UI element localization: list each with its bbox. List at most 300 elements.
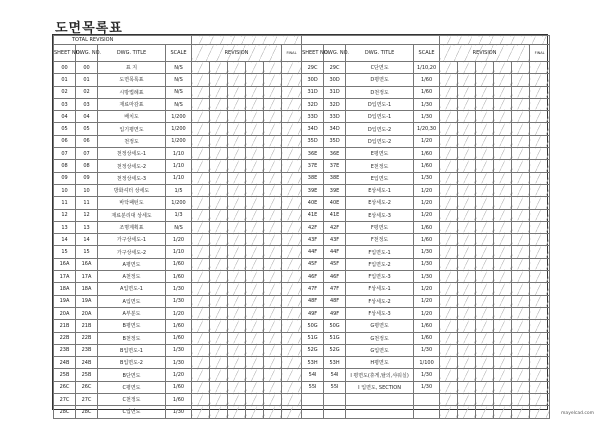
table-row — [54, 307, 550, 319]
revision-cell — [228, 283, 246, 295]
sheet-no-cell: 12 — [54, 209, 76, 221]
revision-cell — [282, 221, 302, 233]
revision-cell — [458, 148, 476, 160]
revision-cell — [494, 135, 512, 147]
revision-cell — [192, 271, 210, 283]
dwg-title-cell: A입면도-1 — [98, 283, 166, 295]
scale-cell: 1/30 — [166, 357, 192, 369]
revision-cell — [458, 62, 476, 74]
revision-cell — [192, 197, 210, 209]
revision-cell — [192, 62, 210, 74]
scale-cell: 1/30 — [414, 271, 440, 283]
revision-cell — [512, 123, 530, 135]
revision-cell — [264, 320, 282, 332]
revision-cell — [282, 320, 302, 332]
revision-cell — [530, 406, 550, 418]
dwg-title-cell: D입면도-1 — [346, 111, 414, 123]
scale-cell: 1/60 — [414, 332, 440, 344]
dwg-title-cell — [346, 406, 414, 418]
revision-cell — [530, 246, 550, 258]
scale-cell: 1/20 — [414, 295, 440, 307]
revision-cell — [228, 123, 246, 135]
revision-cell — [246, 123, 264, 135]
revision-cell — [476, 234, 494, 246]
revision-cell — [440, 86, 458, 98]
revision-cell — [264, 62, 282, 74]
sheet-no-cell: 49F — [302, 307, 324, 319]
dwg-title-cell: B천정도 — [98, 332, 166, 344]
sheet-no-cell: 22B — [54, 332, 76, 344]
scale-cell: 1/200 — [166, 111, 192, 123]
drawing-list-table — [53, 35, 550, 419]
dwg-title-cell: 가구상세도-1 — [98, 234, 166, 246]
revision-cell — [530, 369, 550, 381]
revision-cell — [264, 184, 282, 196]
revision-cell — [228, 148, 246, 160]
sheet-no-cell: 07 — [54, 148, 76, 160]
revision-cell — [530, 62, 550, 74]
table-row — [54, 246, 550, 258]
revision-cell — [264, 357, 282, 369]
revision-cell — [282, 271, 302, 283]
scale-cell: N/S — [166, 86, 192, 98]
revision-cell — [440, 111, 458, 123]
watermark: mayelcad.com — [561, 411, 594, 416]
revision-cell — [494, 369, 512, 381]
revision-cell — [246, 184, 264, 196]
revision-cell — [494, 62, 512, 74]
header-scale: SCALE — [166, 45, 192, 62]
revision-cell — [440, 307, 458, 319]
revision-cell — [228, 86, 246, 98]
scale-cell: 1/20 — [166, 369, 192, 381]
table-row — [54, 62, 550, 74]
scale-cell: 1/30 — [166, 295, 192, 307]
revision-cell — [512, 135, 530, 147]
dwg-no-cell: 01 — [76, 74, 98, 86]
revision-cell — [494, 86, 512, 98]
revision-cell — [264, 394, 282, 406]
revision-cell — [530, 320, 550, 332]
revision-cell — [228, 246, 246, 258]
dwg-no-cell: 18A — [76, 283, 98, 295]
revision-cell — [494, 160, 512, 172]
sheet-no-cell: 03 — [54, 98, 76, 110]
revision-cell — [476, 246, 494, 258]
revision-cell — [458, 258, 476, 270]
scale-cell: 1/10 — [166, 148, 192, 160]
dwg-no-cell: 15 — [76, 246, 98, 258]
revision-cell — [512, 369, 530, 381]
revision-cell — [530, 86, 550, 98]
revision-cell — [530, 258, 550, 270]
scale-cell: 1/20 — [414, 135, 440, 147]
revision-cell — [476, 197, 494, 209]
dwg-no-cell: 20A — [76, 307, 98, 319]
table-row — [54, 197, 550, 209]
dwg-no-cell: 49F — [324, 307, 346, 319]
dwg-title-cell: F상세도-2 — [346, 295, 414, 307]
dwg-title-cell: 표 지 — [98, 62, 166, 74]
revision-cell — [440, 258, 458, 270]
revision-cell — [210, 283, 228, 295]
sheet-no-cell: 01 — [54, 74, 76, 86]
revision-cell — [282, 344, 302, 356]
sheet-no-cell: 06 — [54, 135, 76, 147]
revision-cell — [494, 344, 512, 356]
scale-cell: 1/60 — [166, 320, 192, 332]
revision-cell — [192, 111, 210, 123]
revision-cell — [210, 320, 228, 332]
sheet-no-cell: 17A — [54, 271, 76, 283]
revision-cell — [264, 295, 282, 307]
scale-cell: 1/60 — [414, 320, 440, 332]
sheet-no-cell: 51G — [302, 332, 324, 344]
revision-cell — [228, 172, 246, 184]
table-row — [54, 98, 550, 110]
revision-cell — [282, 258, 302, 270]
revision-cell — [512, 184, 530, 196]
dwg-no-cell: 10 — [76, 184, 98, 196]
revision-cell — [228, 369, 246, 381]
revision-cell — [530, 394, 550, 406]
table-row — [54, 209, 550, 221]
header-dwg-title-2: DWG. TITLE — [346, 45, 414, 62]
scale-cell: 1/30 — [414, 381, 440, 393]
sheet-no-cell: 25B — [54, 369, 76, 381]
revision-cell — [228, 258, 246, 270]
table-row — [54, 221, 550, 233]
revision-cell — [512, 307, 530, 319]
dwg-no-cell: 39E — [324, 184, 346, 196]
dwg-no-cell: 31D — [324, 86, 346, 98]
revision-cell — [458, 98, 476, 110]
header-final-2: FINAL — [530, 45, 550, 62]
dwg-title-cell: D입면도-2 — [346, 135, 414, 147]
revision-cell — [228, 320, 246, 332]
revision-cell — [192, 332, 210, 344]
revision-cell — [494, 271, 512, 283]
sheet-no-cell: 37E — [302, 160, 324, 172]
revision-cell — [282, 197, 302, 209]
table-row — [54, 74, 550, 86]
revision-cell — [192, 86, 210, 98]
scale-cell — [414, 394, 440, 406]
total-revision-row — [54, 36, 550, 45]
dwg-title-cell — [346, 394, 414, 406]
revision-cell — [264, 98, 282, 110]
revision-cell — [192, 283, 210, 295]
sheet-no-cell: 13 — [54, 221, 76, 233]
revision-cell — [192, 394, 210, 406]
revision-cell — [192, 74, 210, 86]
revision-cell — [512, 357, 530, 369]
dwg-title-cell: E평면도 — [346, 148, 414, 160]
sheet-no-cell: 28C — [54, 406, 76, 418]
dwg-title-cell: 천정상세도-3 — [98, 172, 166, 184]
dwg-title-cell: B단면도 — [98, 369, 166, 381]
dwg-title-cell: 입기평면도 — [98, 123, 166, 135]
revision-cell — [282, 357, 302, 369]
revision-cell — [530, 160, 550, 172]
table-row — [54, 332, 550, 344]
revision-cell — [512, 209, 530, 221]
scale-cell: 1/30 — [414, 98, 440, 110]
header-dwg-title: DWG. TITLE — [98, 45, 166, 62]
sheet-no-cell: 47F — [302, 283, 324, 295]
revision-cell — [476, 357, 494, 369]
revision-cell — [264, 283, 282, 295]
revision-cell — [210, 246, 228, 258]
sheet-no-cell: 24B — [54, 357, 76, 369]
revision-cell — [512, 295, 530, 307]
revision-cell — [210, 406, 228, 418]
revision-cell — [440, 234, 458, 246]
revision-cell — [458, 123, 476, 135]
revision-cell — [530, 197, 550, 209]
table-row — [54, 184, 550, 196]
revision-cell — [440, 332, 458, 344]
sheet-no-cell: 30D — [302, 74, 324, 86]
sheet-no-cell: 09 — [54, 172, 76, 184]
dwg-title-cell: A부분도 — [98, 307, 166, 319]
revision-cell — [228, 344, 246, 356]
scale-cell: 1/60 — [414, 148, 440, 160]
revision-cell — [458, 295, 476, 307]
dwg-title-cell: 재료마감표 — [98, 98, 166, 110]
revision-cell — [192, 148, 210, 160]
dwg-no-cell: 34D — [324, 123, 346, 135]
scale-cell: 1/60 — [414, 74, 440, 86]
revision-cell — [476, 344, 494, 356]
dwg-title-cell: 도면목록표 — [98, 74, 166, 86]
revision-cell — [282, 98, 302, 110]
revision-cell — [476, 86, 494, 98]
revision-cell — [192, 234, 210, 246]
revision-cell — [494, 74, 512, 86]
revision-cell — [246, 246, 264, 258]
revision-cell — [476, 394, 494, 406]
revision-cell — [210, 62, 228, 74]
dwg-no-cell: 48F — [324, 295, 346, 307]
dwg-no-cell: 51G — [324, 332, 346, 344]
revision-cell — [458, 307, 476, 319]
revision-cell — [530, 221, 550, 233]
sheet-no-cell: 16A — [54, 258, 76, 270]
dwg-no-cell: 06 — [76, 135, 98, 147]
revision-cell — [530, 381, 550, 393]
sheet-no-cell: 05 — [54, 123, 76, 135]
revision-cell — [494, 295, 512, 307]
revision-cell — [210, 221, 228, 233]
revision-cell — [264, 86, 282, 98]
revision-cell — [530, 184, 550, 196]
revision-cell — [246, 394, 264, 406]
dwg-no-cell: 26C — [76, 381, 98, 393]
revision-cell — [458, 320, 476, 332]
table-row — [54, 283, 550, 295]
dwg-title-cell: B평면도 — [98, 320, 166, 332]
scale-cell: 1/60 — [414, 221, 440, 233]
revision-cell — [440, 283, 458, 295]
dwg-title-cell: H평면도 — [346, 357, 414, 369]
revision-cell — [494, 123, 512, 135]
revision-cell — [192, 344, 210, 356]
revision-cell — [476, 295, 494, 307]
revision-cell — [246, 234, 264, 246]
dwg-title-cell: G입면도 — [346, 344, 414, 356]
dwg-no-cell: 32D — [324, 98, 346, 110]
revision-cell — [228, 221, 246, 233]
revision-cell — [192, 135, 210, 147]
revision-cell — [228, 406, 246, 418]
revision-cell — [512, 197, 530, 209]
sheet-no-cell: 14 — [54, 234, 76, 246]
revision-cell — [210, 148, 228, 160]
revision-cell — [246, 332, 264, 344]
dwg-no-cell: 23B — [76, 344, 98, 356]
scale-cell: 1/60 — [166, 258, 192, 270]
revision-cell — [458, 160, 476, 172]
revision-cell — [264, 111, 282, 123]
revision-cell — [228, 62, 246, 74]
dwg-title-cell: G천정도 — [346, 332, 414, 344]
sheet-no-cell: 04 — [54, 111, 76, 123]
table-row — [54, 86, 550, 98]
header-revision-2: REVISION — [440, 45, 530, 62]
dwg-no-cell: 04 — [76, 111, 98, 123]
revision-cell — [476, 184, 494, 196]
table-row — [54, 295, 550, 307]
revision-cell — [228, 307, 246, 319]
revision-cell — [458, 332, 476, 344]
revision-cell — [282, 332, 302, 344]
revision-cell — [210, 357, 228, 369]
table-row — [54, 135, 550, 147]
revision-cell — [264, 332, 282, 344]
dwg-title-cell: C평면도 — [98, 381, 166, 393]
revision-cell — [228, 381, 246, 393]
header-dwg-no: DWG. NO. — [76, 45, 98, 62]
revision-cell — [246, 62, 264, 74]
sheet-no-cell: 53H — [302, 357, 324, 369]
revision-cell — [228, 394, 246, 406]
revision-cell — [440, 148, 458, 160]
revision-cell — [192, 209, 210, 221]
revision-cell — [192, 406, 210, 418]
header-dwg-no-2: DWG. NO. — [324, 45, 346, 62]
revision-cell — [494, 234, 512, 246]
dwg-title-cell: E입면도 — [346, 172, 414, 184]
revision-cell — [246, 209, 264, 221]
revision-cell — [228, 271, 246, 283]
revision-cell — [282, 86, 302, 98]
dwg-title-cell: 조명계획표 — [98, 221, 166, 233]
revision-cell — [192, 172, 210, 184]
dwg-no-cell: 02 — [76, 86, 98, 98]
sheet-no-cell: 29C — [302, 62, 324, 74]
revision-cell — [264, 234, 282, 246]
revision-cell — [458, 394, 476, 406]
sheet-no-cell: 21B — [54, 320, 76, 332]
scale-cell: 1/10,20 — [414, 62, 440, 74]
revision-cell — [246, 381, 264, 393]
revision-cell — [476, 271, 494, 283]
revision-cell — [192, 369, 210, 381]
revision-cell — [458, 221, 476, 233]
revision-cell — [476, 172, 494, 184]
revision-cell — [530, 357, 550, 369]
dwg-no-cell: 27C — [76, 394, 98, 406]
revision-cell — [512, 62, 530, 74]
sheet-no-cell: 08 — [54, 160, 76, 172]
revision-cell — [192, 307, 210, 319]
scale-cell: 1/20 — [414, 209, 440, 221]
sheet-no-cell — [302, 394, 324, 406]
header-row — [54, 45, 550, 62]
dwg-no-cell: 53H — [324, 357, 346, 369]
revision-cell — [210, 184, 228, 196]
dwg-no-cell: 22B — [76, 332, 98, 344]
dwg-title-cell: D평면도 — [346, 74, 414, 86]
revision-cell — [264, 74, 282, 86]
dwg-no-cell: 42F — [324, 221, 346, 233]
revision-cell — [530, 98, 550, 110]
table-row — [54, 234, 550, 246]
drawing-list-table-frame — [52, 34, 548, 416]
revision-cell — [228, 135, 246, 147]
revision-cell — [282, 111, 302, 123]
sheet-no-cell: 40E — [302, 197, 324, 209]
revision-cell — [264, 369, 282, 381]
revision-cell — [440, 221, 458, 233]
revision-cell — [440, 246, 458, 258]
dwg-title-cell: C천정도 — [98, 394, 166, 406]
revision-cell — [458, 271, 476, 283]
revision-cell — [476, 160, 494, 172]
table-row — [54, 369, 550, 381]
revision-cell — [512, 381, 530, 393]
revision-cell — [530, 283, 550, 295]
dwg-title-cell: F입면도-1 — [346, 246, 414, 258]
revision-cell — [264, 197, 282, 209]
scale-cell: 1/5 — [166, 184, 192, 196]
revision-cell — [192, 295, 210, 307]
sheet-no-cell: 32D — [302, 98, 324, 110]
dwg-no-cell: 29C — [324, 62, 346, 74]
scale-cell: 1/3 — [166, 209, 192, 221]
revision-cell — [494, 283, 512, 295]
sheet-no-cell: 35D — [302, 135, 324, 147]
revision-cell — [246, 135, 264, 147]
dwg-title-cell: 천정상세도-2 — [98, 160, 166, 172]
header-sheet-no: SHEET NO. — [54, 45, 76, 62]
revision-cell — [282, 74, 302, 86]
dwg-no-cell: 12 — [76, 209, 98, 221]
revision-cell — [282, 295, 302, 307]
scale-cell: N/S — [166, 98, 192, 110]
scale-cell: 1/20 — [414, 197, 440, 209]
revision-cell — [458, 197, 476, 209]
revision-cell — [494, 111, 512, 123]
revision-cell — [264, 271, 282, 283]
dwg-title-cell: F평면도 — [346, 221, 414, 233]
revision-cell — [210, 160, 228, 172]
revision-cell — [440, 172, 458, 184]
revision-cell — [440, 123, 458, 135]
scale-cell: N/S — [166, 221, 192, 233]
revision-cell — [210, 123, 228, 135]
